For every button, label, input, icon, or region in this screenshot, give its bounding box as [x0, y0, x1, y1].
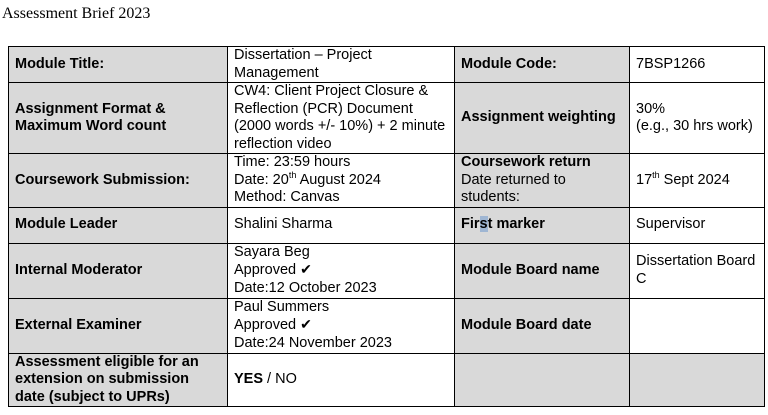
submission-time: Time: 23:59 hours — [234, 154, 351, 170]
internal-moderator-label: Internal Moderator — [9, 243, 228, 298]
checkmark-icon: ✔ — [300, 316, 312, 333]
assignment-weighting-label: Assignment weighting — [455, 83, 630, 154]
submission-method: Method: Canvas — [234, 189, 340, 205]
table-row — [9, 353, 765, 407]
internal-moderator-cell — [228, 243, 455, 298]
external-examiner-label: External Examiner — [9, 298, 228, 353]
assignment-format-label: Assignment Format & Maximum Word count — [9, 83, 228, 154]
weighting-note: (e.g., 30 hrs work) — [636, 118, 753, 134]
external-examiner-date: Date:24 November 2023 — [234, 334, 392, 351]
first-marker-value: Supervisor — [630, 207, 765, 243]
assignment-weighting-cell — [630, 83, 765, 154]
document-heading: Assessment Brief 2023 — [2, 5, 151, 22]
module-leader-label: Module Leader — [9, 207, 228, 243]
empty-cell — [455, 353, 630, 407]
module-board-date-value — [630, 298, 765, 353]
checkmark-icon: ✔ — [300, 261, 312, 278]
table-row — [9, 243, 765, 298]
external-examiner-name: Paul Summers — [234, 298, 330, 315]
first-marker-label: First marker — [455, 207, 630, 243]
submission-date: Date: 20th August 2024 — [234, 169, 382, 188]
internal-moderator-name: Sayara Beg — [234, 243, 310, 260]
coursework-return-label: Coursework return — [461, 154, 591, 170]
module-board-name-value: Dissertation Board C — [630, 243, 765, 298]
module-leader-value: Shalini Sharma — [228, 207, 455, 243]
table-row — [9, 298, 765, 353]
coursework-submission-label: Coursework Submission: — [9, 154, 228, 208]
table-row — [9, 47, 765, 83]
assignment-format-value: CW4: Client Project Closure & Reflection (PCR) Document (2000 words +/- 10%) + 2 minute reflection video — [228, 83, 455, 154]
weighting-percent: 30% — [636, 100, 666, 117]
external-examiner-status: Approved ✔ — [234, 316, 312, 334]
empty-cell — [630, 353, 765, 407]
internal-moderator-status: Approved ✔ — [234, 261, 312, 279]
coursework-return-sublabel: Date returned to students: — [461, 171, 566, 205]
module-code-value: 7BSP1266 — [630, 47, 765, 83]
extension-eligibility-label: Assessment eligible for an extension on submission date (subject to UPRs) — [9, 353, 228, 407]
coursework-return-label-cell — [455, 154, 630, 208]
table-row — [9, 154, 765, 208]
module-title-value: Dissertation – Project Management — [228, 47, 455, 83]
module-code-label: Module Code: — [455, 47, 630, 83]
coursework-submission-cell — [228, 154, 455, 208]
module-board-date-label: Module Board date — [455, 298, 630, 353]
internal-moderator-date: Date:12 October 2023 — [234, 279, 377, 296]
extension-eligibility-value: YES / NO — [228, 353, 455, 407]
table-row — [9, 83, 765, 154]
module-board-name-label: Module Board name — [455, 243, 630, 298]
module-title-label: Module Title: — [9, 47, 228, 83]
table-row — [9, 207, 765, 243]
assessment-brief-table — [8, 46, 765, 407]
coursework-return-value: 17th Sept 2024 — [630, 154, 765, 208]
external-examiner-cell — [228, 298, 455, 353]
